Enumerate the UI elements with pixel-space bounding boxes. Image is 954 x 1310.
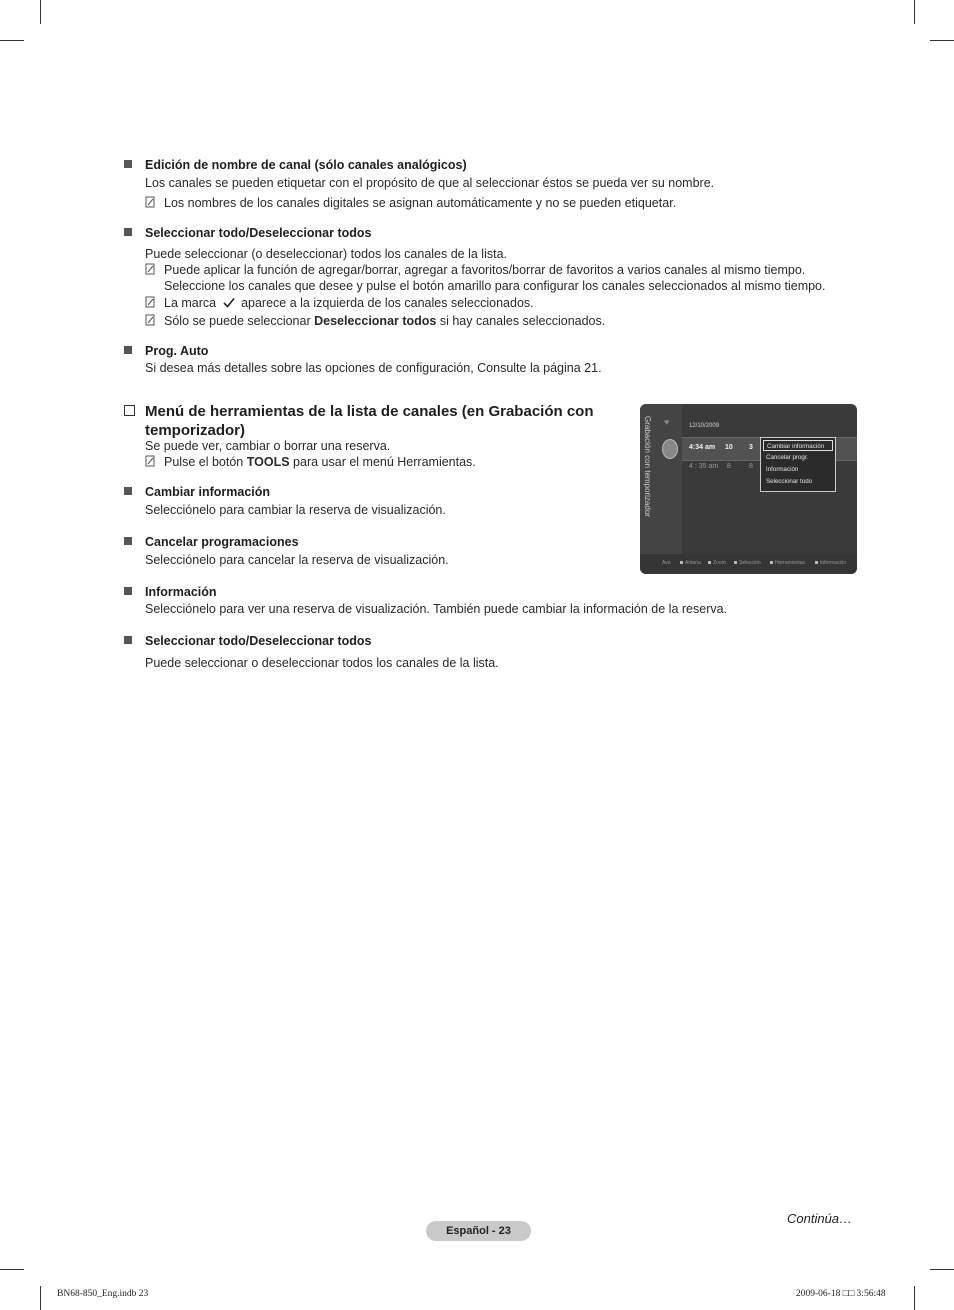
section-intro — [124, 438, 604, 474]
item-body: Los canales se pueden etiquetar con el propósito de que al seleccionar éstos se pueda ver su nombre. — [145, 176, 715, 190]
item-body: Puede seleccionar o deseleccionar todos los canales de la lista. — [145, 656, 499, 670]
menu-item-informacion[interactable]: Información — [766, 466, 799, 473]
square-bullet-icon — [124, 587, 132, 595]
print-slug-right: 2009-06-18 □□ 3:56:48 — [796, 1289, 886, 1299]
note-suffix: para usar el menú Herramientas. — [293, 455, 476, 469]
section-body: Se puede ver, cambiar o borrar una reserva. — [145, 439, 391, 453]
tv-foot-label: Zoom — [708, 560, 726, 566]
item-title: Seleccionar todo/Deseleccionar todos — [145, 226, 372, 240]
note-mark-prefix: La marca — [164, 296, 217, 310]
section-title-text: Menú de herramientas de la lista de canales (en Grabación con temporizador) — [145, 403, 594, 439]
crop-mark — [914, 1286, 915, 1310]
item-title: Cancelar programaciones — [145, 535, 299, 549]
crop-mark — [914, 0, 915, 24]
button-square-icon — [680, 561, 683, 564]
list-item — [124, 343, 864, 383]
tools-menu — [760, 437, 836, 492]
tv-screen-illustration — [640, 404, 857, 574]
clock-icon — [662, 439, 678, 459]
note-icon — [145, 296, 156, 308]
square-bullet-icon — [124, 636, 132, 644]
tv-side-label: Grabación con temporizador — [643, 416, 652, 517]
item-title: Cambiar información — [145, 485, 271, 499]
item-body: Selecciónelo para cancelar la reserva de visualización. — [145, 553, 449, 567]
tv-footer — [640, 554, 857, 574]
list-item — [124, 534, 614, 570]
note-mark-suffix: aparece a la izquierda de los canales seleccionados. — [241, 296, 534, 310]
tv-row-number: 3 — [749, 444, 753, 451]
crop-mark — [40, 1286, 41, 1310]
menu-item-cambiar[interactable]: Cambiar información — [763, 440, 833, 451]
note-icon — [145, 263, 156, 275]
note-icon — [145, 455, 156, 467]
menu-item-seleccionar[interactable]: Seleccionar todo — [766, 478, 813, 485]
item-title: Información — [145, 585, 217, 599]
button-square-icon — [708, 561, 711, 564]
tv-foot-label: Selección — [734, 560, 761, 566]
note-prefix: Sólo se puede seleccionar — [164, 314, 311, 328]
note-text — [164, 295, 864, 311]
item-body: Si desea más detalles sobre las opciones de configuración, Consulte la página 21. — [145, 361, 602, 375]
crop-mark — [0, 40, 24, 41]
item-title: Seleccionar todo/Deseleccionar todos — [145, 634, 372, 648]
note-text: Puede aplicar la función de agregar/borrar, agregar a favoritos/borrar de favoritos a varios canales al mismo tiempo. Seleccione los canales que desee y pulse el botón amarillo para configurar los canales seleccionados al mismo tiempo. — [164, 263, 826, 293]
square-bullet-icon — [124, 487, 132, 495]
note-bold: Deseleccionar todos — [314, 314, 437, 328]
crop-mark — [40, 0, 41, 24]
square-bullet-icon — [124, 537, 132, 545]
note-icon — [145, 314, 156, 326]
square-bullet-icon — [124, 346, 132, 354]
tv-row-number: 8 — [749, 463, 753, 470]
tv-foot-label: Ava — [662, 560, 671, 566]
list-item — [124, 633, 864, 673]
note-prefix: Pulse el botón — [164, 455, 244, 469]
tv-row-channel: 8 — [727, 463, 731, 470]
item-body: Selecciónelo para cambiar la reserva de visualización. — [145, 503, 446, 517]
note-text — [164, 454, 604, 470]
tv-date: 12/10/2009 — [689, 423, 720, 429]
note-text: Los nombres de los canales digitales se asignan automáticamente y no se pueden etiquetar. — [164, 196, 677, 210]
tv-foot-label: Herramientas — [770, 560, 805, 566]
print-slug-left: BN68-850_Eng.indb 23 — [57, 1289, 149, 1299]
tools-icon — [770, 561, 773, 564]
item-title: Edición de nombre de canal (sólo canales analógicos) — [145, 158, 467, 172]
item-body: Selecciónelo para ver una reserva de visualización. También puede cambiar la información de la reserva. — [145, 602, 728, 616]
list-item — [124, 225, 864, 335]
tv-row-time: 4 : 35 am — [689, 463, 719, 470]
item-body: Puede seleccionar (o deseleccionar) todos los canales de la lista. — [145, 247, 508, 261]
list-item — [124, 157, 864, 217]
note-text — [164, 313, 864, 329]
tv-foot-label: Antena — [680, 560, 701, 566]
button-square-icon — [734, 561, 737, 564]
menu-item-cancelar[interactable]: Cancelar progr. — [766, 454, 809, 461]
tv-sidebar — [640, 404, 682, 554]
tv-row-time: 4:34 am — [689, 444, 716, 451]
heart-icon: ♥ — [664, 417, 670, 427]
continued-label: Continúa… — [787, 1211, 853, 1226]
page-number: Español - 23 — [426, 1221, 531, 1241]
tv-row-channel: 10 — [725, 444, 733, 451]
tv-foot-label: Información — [815, 560, 846, 566]
crop-mark — [930, 40, 954, 41]
checkmark-icon — [223, 297, 235, 308]
checkbox-square-icon — [124, 405, 135, 416]
crop-mark — [930, 1269, 954, 1270]
note-suffix: si hay canales seleccionados. — [439, 314, 606, 328]
list-item — [124, 584, 864, 620]
crop-mark — [0, 1269, 24, 1270]
info-icon — [815, 561, 818, 564]
item-title: Prog. Auto — [145, 344, 209, 358]
note-icon — [145, 196, 156, 208]
list-item — [124, 484, 614, 520]
square-bullet-icon — [124, 160, 132, 168]
note-bold: TOOLS — [246, 455, 290, 469]
square-bullet-icon — [124, 228, 132, 236]
